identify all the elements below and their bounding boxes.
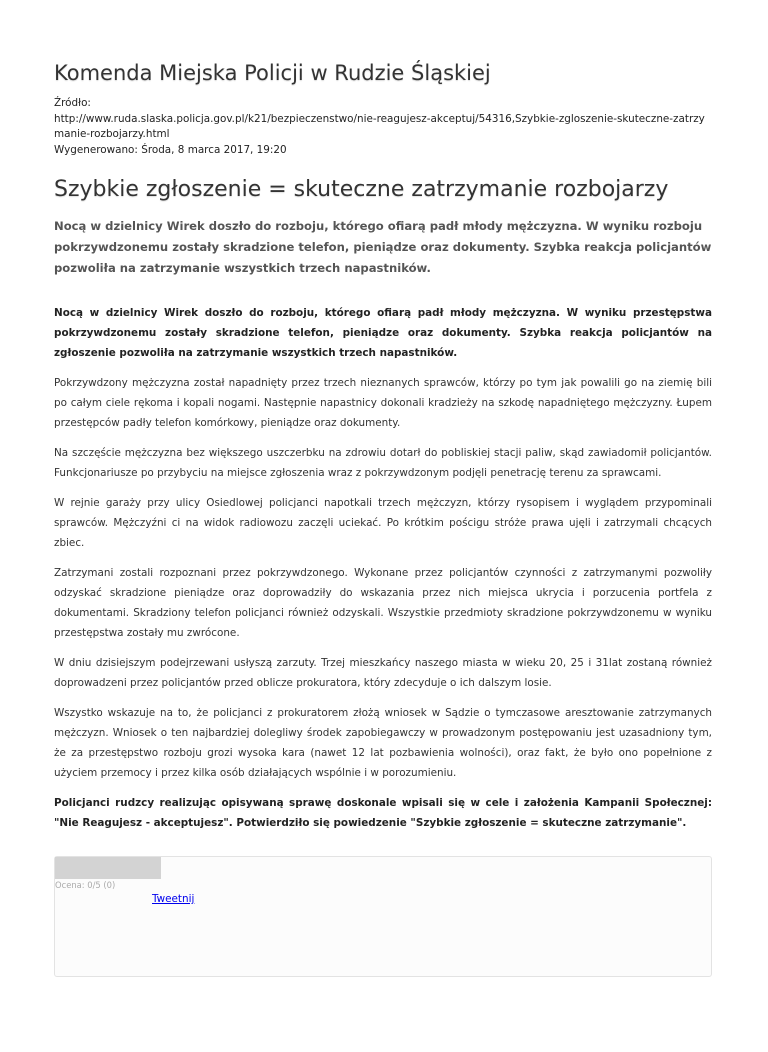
article-paragraph: W dniu dzisiejszym podejrzewani usłyszą zarzuty. Trzej mieszkańcy naszego miasta w wieku 20, 25 i 31lat zostaną również doprowadzeni przez policjantów przed oblicze prokuratora, który zdecyduje o ich dalszym losie. bbox=[54, 657, 712, 689]
article-paragraph-conclusion: Policjanci rudzcy realizując opisywaną sprawę doskonale wpisali się w cele i założenia Kampanii Społecznej: "Nie Reagujesz - akceptujesz". Potwierdziło się powiedzenie "Szybkie zgłoszenie = skuteczne zatrzymanie". bbox=[54, 797, 712, 829]
article-paragraph: W rejnie garaży przy ulicy Osiedlowej policjanci napotkali trzech mężczyzn, którzy rysopisem i wyglądem przypominali sprawców. Mężczyźni ci na widok radiowozu zaczęli uciekać. Po krótkim pościgu stróże prawa ujęli i zatrzymali chcących zbiec. bbox=[54, 497, 712, 549]
article-lead: Nocą w dzielnicy Wirek doszło do rozboju, którego ofiarą padł młody mężczyzna. W wyniku rozboju pokrzywdzonemu zostały skradzione telefon, pieniądze oraz dokumenty. Szybka reakcja policjantów pozwoliła na zatrzymanie wszystkich trzech napastników. bbox=[54, 219, 712, 275]
site-title: Komenda Miejska Policji w Rudzie Śląskiej bbox=[54, 61, 491, 85]
rating-label: Ocena: 0/5 (0) bbox=[55, 880, 116, 890]
article-paragraph-intro: Nocą w dzielnicy Wirek doszło do rozboju, którego ofiarą padł młody mężczyzna. W wyniku przestępstwa pokrzywdzonemu zostały skradzione telefon, pieniądze oraz dokumenty. Szybka reakcja policjantów na zgłoszenie pozwoliła na zatrzymanie wszystkich trzech napastników. bbox=[54, 307, 712, 359]
article-paragraph: Na szczęście mężczyzna bez większego uszczerbku na zdrowiu dotarł do pobliskiej stacji paliw, skąd zawiadomił policjantów. Funkcjonariusze po przybyciu na miejsce zgłoszenia wraz z pokrzywdzonym podjęli penetrację terenu za sprawcami. bbox=[54, 447, 712, 479]
article-paragraph: Wszystko wskazuje na to, że policjanci z prokuratorem złożą wniosek w Sądzie o tymczasowe aresztowanie zatrzymanych mężczyzn. Wniosek o ten najbardziej dolegliwy środek zapobiegawczy w prowadzonym postępowaniu jest uzasadniony tym, że za przestępstwo rozboju grozi wysoka kara (nawet 12 lat pozbawienia wolności), oraz fakt, że było ono popełnione z użyciem przemocy i przez kilka osób działających wspólnie i w porozumieniu. bbox=[54, 707, 712, 779]
article-title: Szybkie zgłoszenie = skuteczne zatrzymanie rozbojarzy bbox=[54, 177, 669, 202]
generated-date: Wygenerowano: Środa, 8 marca 2017, 19:20 bbox=[54, 143, 287, 156]
source-label: Źródło: bbox=[54, 97, 91, 109]
tweet-link[interactable]: Tweetnij bbox=[152, 893, 195, 905]
rating-bar bbox=[55, 857, 161, 879]
rating-box bbox=[54, 856, 712, 977]
article-paragraph: Pokrzywdzony mężczyzna został napadnięty przez trzech nieznanych sprawców, którzy po tym jak powalili go na ziemię bili po całym ciele rękoma i kopali nogami. Następnie napastnicy dokonali kradzieży na szkodę napadniętego mężczyzny. Łupem przestępców padły telefon komórkowy, pieniądze oraz dokumenty. bbox=[54, 377, 712, 429]
page-meta bbox=[54, 96, 712, 158]
print-page bbox=[0, 58, 768, 977]
source-url: http://www.ruda.slaska.policja.gov.pl/k21/bezpieczenstwo/nie-reagujesz-akceptuj/54316,Szybkie-zgloszenie-skuteczne-zatrzymanie-rozbojarzy.html bbox=[54, 112, 705, 140]
article-paragraph: Zatrzymani zostali rozpoznani przez pokrzywdzonego. Wykonane przez policjantów czynności z zatrzymanymi pozwoliły odzyskać skradzione pieniądze oraz doprowadziły do wskazania przez nich miejsca ukrycia i porzucenia portfela z dokumentami. Skradziony telefon policjanci również odzyskali. Wszystkie przedmioty skradzione pokrzywdzonemu w wyniku przestępstwa zostały mu zwrócone. bbox=[54, 567, 712, 639]
